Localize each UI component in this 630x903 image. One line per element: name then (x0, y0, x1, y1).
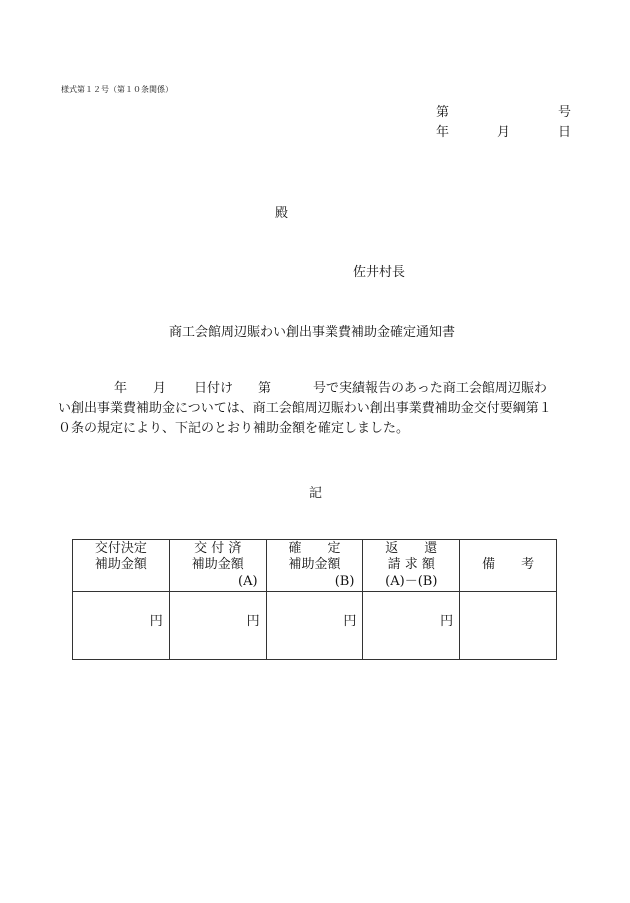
unit-yen: 円 (246, 614, 260, 629)
body-line-1 (58, 379, 578, 399)
value-cell-refund (363, 592, 460, 660)
document-title: 商工会館周辺賑わい創出事業費補助金確定通知書 (169, 325, 456, 340)
body-dated: 日付け (194, 381, 234, 396)
header-paid-sub: (A) (238, 574, 258, 589)
form-number: 様式第１２号（第１０条関係） (61, 85, 173, 94)
doc-number-suffix: 号 (558, 105, 572, 120)
header-cell-confirmed-amount (266, 540, 363, 592)
body-line1-rest: 号で実績報告のあった商工会館周辺賑わ (313, 381, 547, 396)
addressee-suffix: 殿 (275, 206, 289, 221)
body-line-2: い創出事業費補助金については、商工会館周辺賑わい創出事業費補助金交付要綱第１ (58, 401, 552, 416)
header-decided-line1: 交付決定 (94, 541, 147, 556)
header-refund-line2: 請 求 額 (387, 557, 435, 572)
header-cell-decided-amount (73, 540, 170, 592)
header-confirmed-sub: (B) (334, 574, 355, 589)
unit-yen: 円 (149, 614, 163, 629)
header-confirmed-line2: 補助金額 (288, 557, 341, 572)
value-cell-remarks (460, 592, 557, 660)
table-header-row (73, 540, 557, 592)
sender: 佐井村長 (353, 265, 406, 280)
amount-table (72, 539, 557, 660)
header-cell-paid-amount (169, 540, 266, 592)
unit-yen: 円 (440, 614, 454, 629)
header-refund-sub: (A)－(B) (385, 574, 438, 589)
body-text (58, 379, 578, 439)
header-remarks-label: 備 考 (482, 557, 535, 572)
body-year: 年 (114, 381, 128, 396)
doc-number-prefix: 第 (436, 105, 450, 120)
body-month: 月 (153, 381, 167, 396)
header-decided-line2: 補助金額 (94, 557, 147, 572)
table-row (73, 592, 557, 660)
ki-heading: 記 (309, 486, 323, 501)
header-paid-line2: 補助金額 (191, 557, 244, 572)
body-line-3: ０条の規定により、下記のとおり補助金額を確定しました。 (58, 421, 410, 436)
date-day: 日 (558, 125, 572, 140)
header-confirmed-line1: 確 定 (288, 541, 341, 556)
header-paid-line1: 交 付 済 (194, 541, 242, 556)
value-cell-paid (169, 592, 266, 660)
date-year: 年 (436, 125, 450, 140)
unit-yen: 円 (343, 614, 357, 629)
header-refund-line1: 返 還 (385, 541, 438, 556)
body-no-prefix: 第 (258, 381, 272, 396)
value-cell-confirmed (266, 592, 363, 660)
header-cell-refund-amount (363, 540, 460, 592)
date-month: 月 (497, 125, 511, 140)
header-cell-remarks (460, 540, 557, 592)
value-cell-decided (73, 592, 170, 660)
